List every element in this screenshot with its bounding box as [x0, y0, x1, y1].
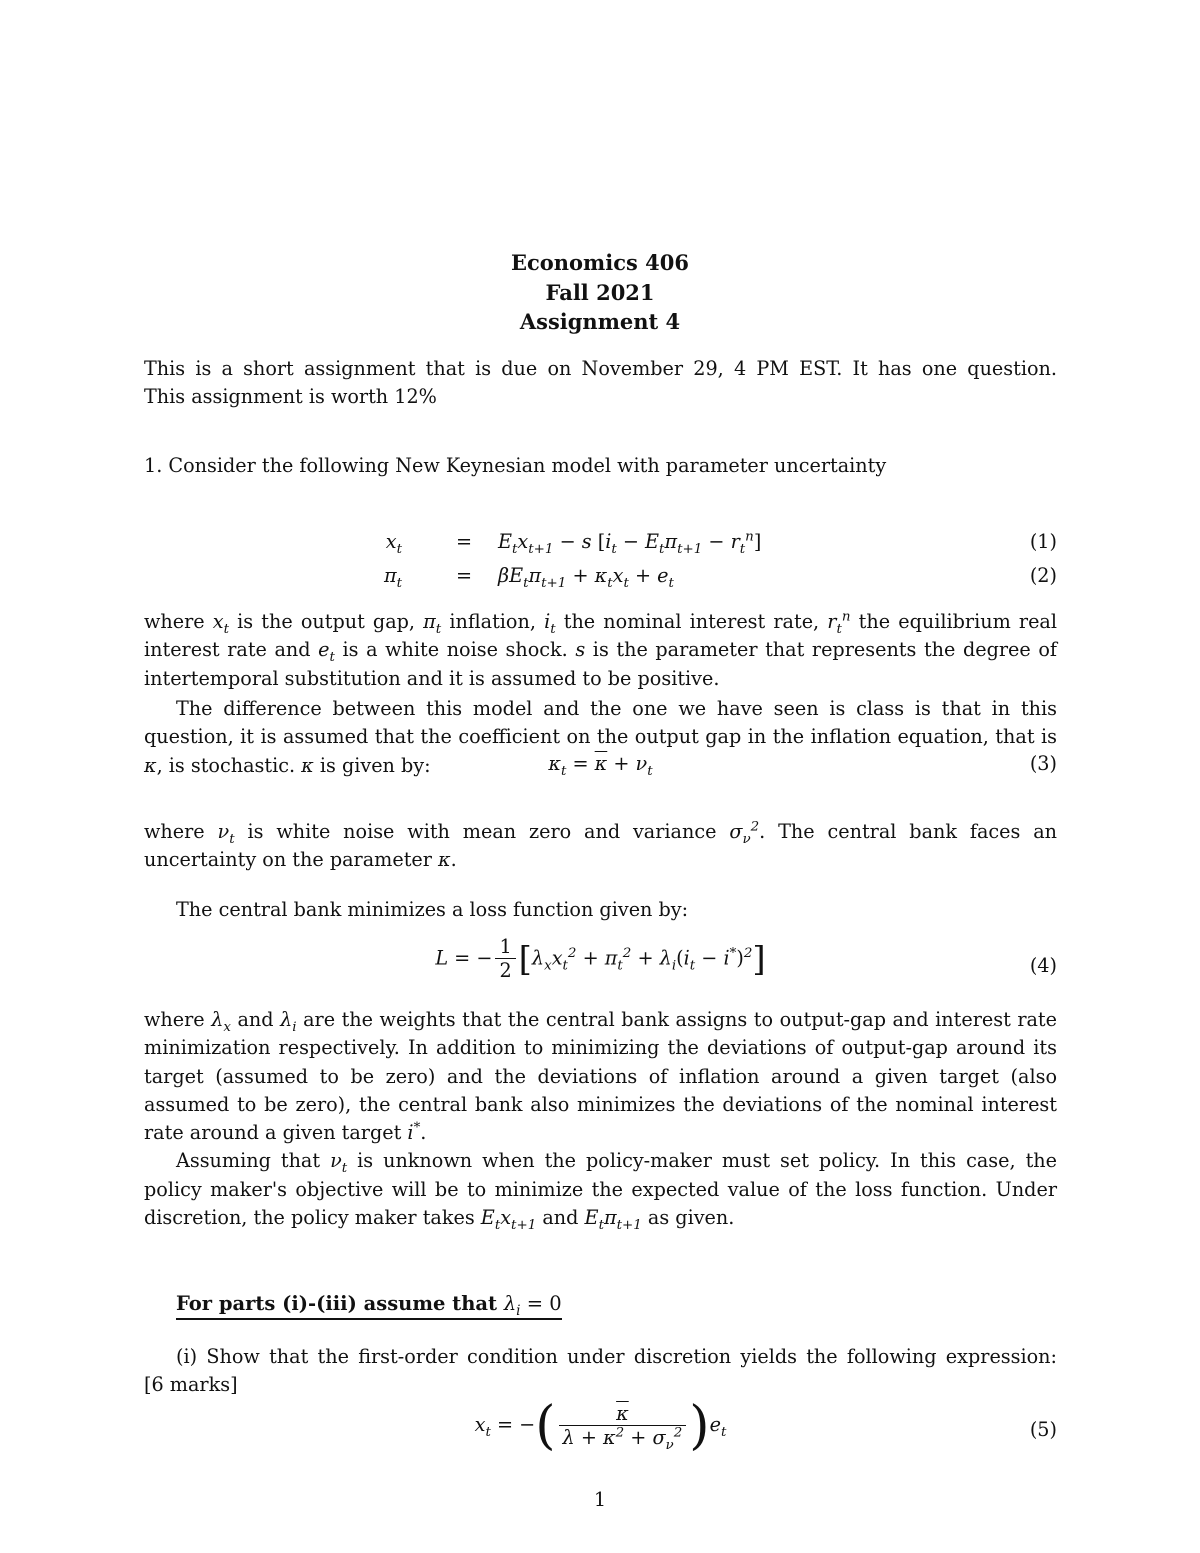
intro-paragraph — [144, 355, 1057, 412]
part-i-marks: [6 marks] — [144, 1373, 238, 1397]
assuming-text: is unknown when the policy-maker must set policy. In this case, the policy maker's objective will be to minimize the expected value of the loss function. Under discretion, the policy maker takes — [144, 1149, 1057, 1230]
course-title: Economics 406 — [510, 250, 690, 275]
equation-5-number: (5) — [1029, 1418, 1057, 1441]
intro-line-1: This is a short assignment that is due on November 29, 4 PM EST. It has one question. — [144, 357, 1057, 380]
weights-paragraph: where $\lambda_x$ and $\lambda_i$ are the weights that the central bank assigns to output-gap and interest rate minimization respectively. In addition to minimizing the deviations of output-gap around its target (assumed to be zero) and the deviations of inflation around a given target (also assumed to be zero), the central bank also minimizes the deviations of the nominal interest rate around a given target i*. Assuming that $\nu_t$ is unknown when the policy-maker must set policy. In this case, the policy maker's objective will be to minimize the expected value of the loss function. Under discretion, the policy maker takes $E_tx_{t+1}$ and $E_t\pi_{t+1}$ as given. — [144, 1008, 1057, 1233]
equation-4: L = − $\frac{1}{2}$ $[\lambda_xx_t^2 + \pi_t^2 + \lambda_i(i_t - i^*)^2]$ (4) — [435, 935, 1057, 982]
noise-paragraph: where $\nu_t$ is white noise with mean zero and variance $\sigma_\nu^2$. The central bank faces an uncertainty on the parameter κ. — [144, 819, 1058, 872]
assignment-title: Assignment 4 — [519, 309, 681, 334]
equation-3: $\kappa_t = \overline{\kappa} + \nu_t$ (3) — [548, 752, 1057, 779]
equation-1: $x_t$ = $E_tx_{t+1} - s$ $[i_t - E_t\pi_{t+1} - r_t^n]$ (1) — [385, 529, 1057, 557]
title-block — [0, 248, 1200, 337]
intro-line-2: This assignment is worth 12% — [144, 385, 437, 409]
difference-paragraph: The difference between this model and the one we have seen is class is that in this question, it is assumed that the coefficient on the output gap in the inflation equation, that is κ, is stochastic. κ is given by: — [144, 697, 1057, 777]
loss-intro: The central bank minimizes a loss function given by: — [176, 898, 689, 921]
part-i-text: (i) Show that the first-order condition under discretion yields the following expression: — [176, 1345, 1057, 1368]
page-number: 1 — [593, 1488, 607, 1511]
term-title: Fall 2021 — [545, 279, 655, 305]
equation-2-number: (2) — [1029, 564, 1057, 587]
equation-2: $\pi_t$ = $\beta E_t\pi_{t+1} + \kappa_tx_t + e_t$ (2) — [383, 564, 1057, 591]
equation-5: $x_t$ = −( $\frac{\overline{\kappa}}{\lambda + \overline{\kappa}^2 + \sigma_\nu^2}$ )$e_t$ (5) — [474, 1396, 1057, 1456]
section-heading: For parts (i)-(iii) assume that $\lambda_i = 0$ — [176, 1292, 562, 1319]
part-i-paragraph — [144, 1343, 1057, 1400]
equation-1-number: (1) — [1029, 530, 1057, 553]
equation-3-number: (3) — [1029, 752, 1057, 775]
equation-4-number: (4) — [1029, 954, 1057, 977]
question-lead: 1. Consider the following New Keynesian model with parameter uncertainty — [144, 454, 887, 477]
definitions-paragraph: where $x_t$ is the output gap, $\pi_t$ inflation, $i_t$ the nominal interest rate, $r_t^n$ the equilibrium real interest rate and $e_t$ is a white noise shock. s is the parameter that represents the degree of intertemporal substitution and it is assumed to be positive. — [144, 609, 1058, 690]
difference-text: The difference between this model and the one we have seen is class is that in this question, it is assumed that the coefficient on the output gap in the inflation equation, that — [144, 697, 1057, 749]
